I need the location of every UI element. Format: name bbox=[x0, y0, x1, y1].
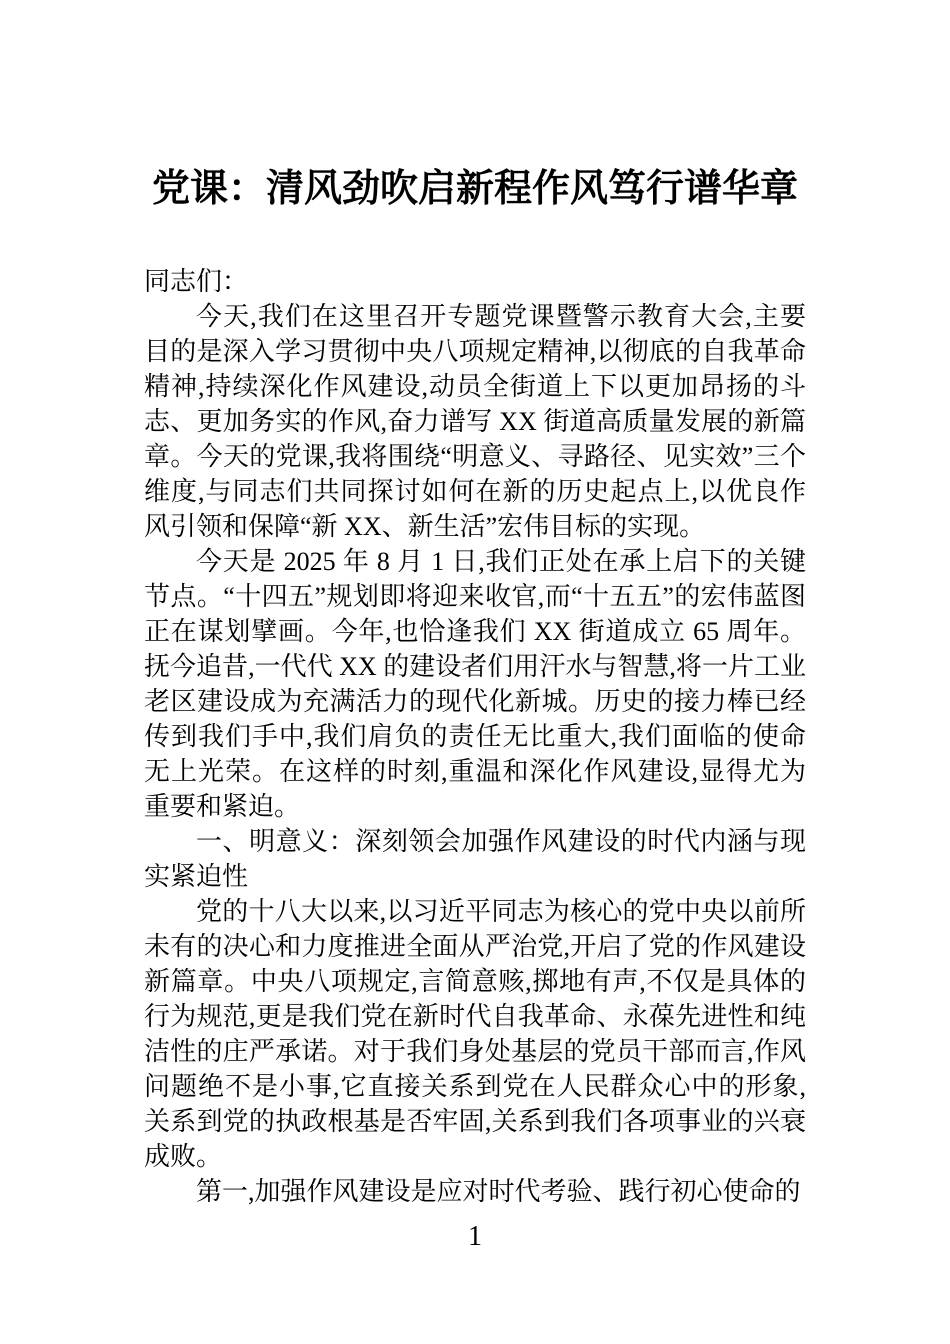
paragraph-section-body: 党的十八大以来,以习近平同志为核心的党中央以前所未有的决心和力度推进全面从严治党,开启了党的作风建设新篇章。中央八项规定,言简意赅,掷地有声,不仅是具体的行为规范,更是我们党在新时代自我革命、永葆先进性和纯洁性的庄严承诺。对于我们身处基层的党员干部而言,作风问题绝不是小事,它直接关系到党在人民群众心中的形象,关系到党的执政根基是否牢固,关系到我们各项事业的兴衰成败。 bbox=[144, 897, 806, 1171]
page-number: 1 bbox=[468, 1221, 482, 1252]
section-heading-1: 一、明意义：深刻领会加强作风建设的时代内涵与现实紧迫性 bbox=[144, 827, 806, 891]
paragraph-context: 今天是 2025 年 8 月 1 日,我们正处在承上启下的关键节点。“十四五”规划即将迎来收官,而“十五五”的宏伟蓝图正在谋划擘画。今年,也恰逢我们 XX 街道成立 65 周年。抚今追昔,一代代 XX 的建设者们用汗水与智慧,将一片工业老区建设成为充满活力的现代化新城。历史的接力棒已经传到我们手中,我们肩负的责任无比重大,我们面临的使命无上光荣。在这样的时刻,重温和深化作风建设,显得尤为重要和紧迫。 bbox=[144, 547, 806, 821]
document-title: 党课：清风劲吹启新程作风笃行谱华章 bbox=[151, 168, 798, 210]
paragraph-opening: 今天,我们在这里召开专题党课暨警示教育大会,主要目的是深入学习贯彻中央八项规定精神,以彻底的自我革命精神,持续深化作风建设,动员全街道上下以更加昂扬的斗志、更加务实的作风,奋力谱写 XX 街道高质量发展的新篇章。今天的党课,我将围绕“明意义、寻路径、见实效”三个维度,与同志们共同探讨如何在新的历史起点上,以优良作风引领和保障“新 XX、新生活”宏伟目标的实现。 bbox=[144, 302, 806, 541]
document-body bbox=[144, 264, 806, 1209]
paragraph-first-point: 第一,加强作风建设是应对时代考验、践行初心使命的 bbox=[196, 1177, 801, 1206]
salutation: 同志们： bbox=[144, 267, 249, 296]
